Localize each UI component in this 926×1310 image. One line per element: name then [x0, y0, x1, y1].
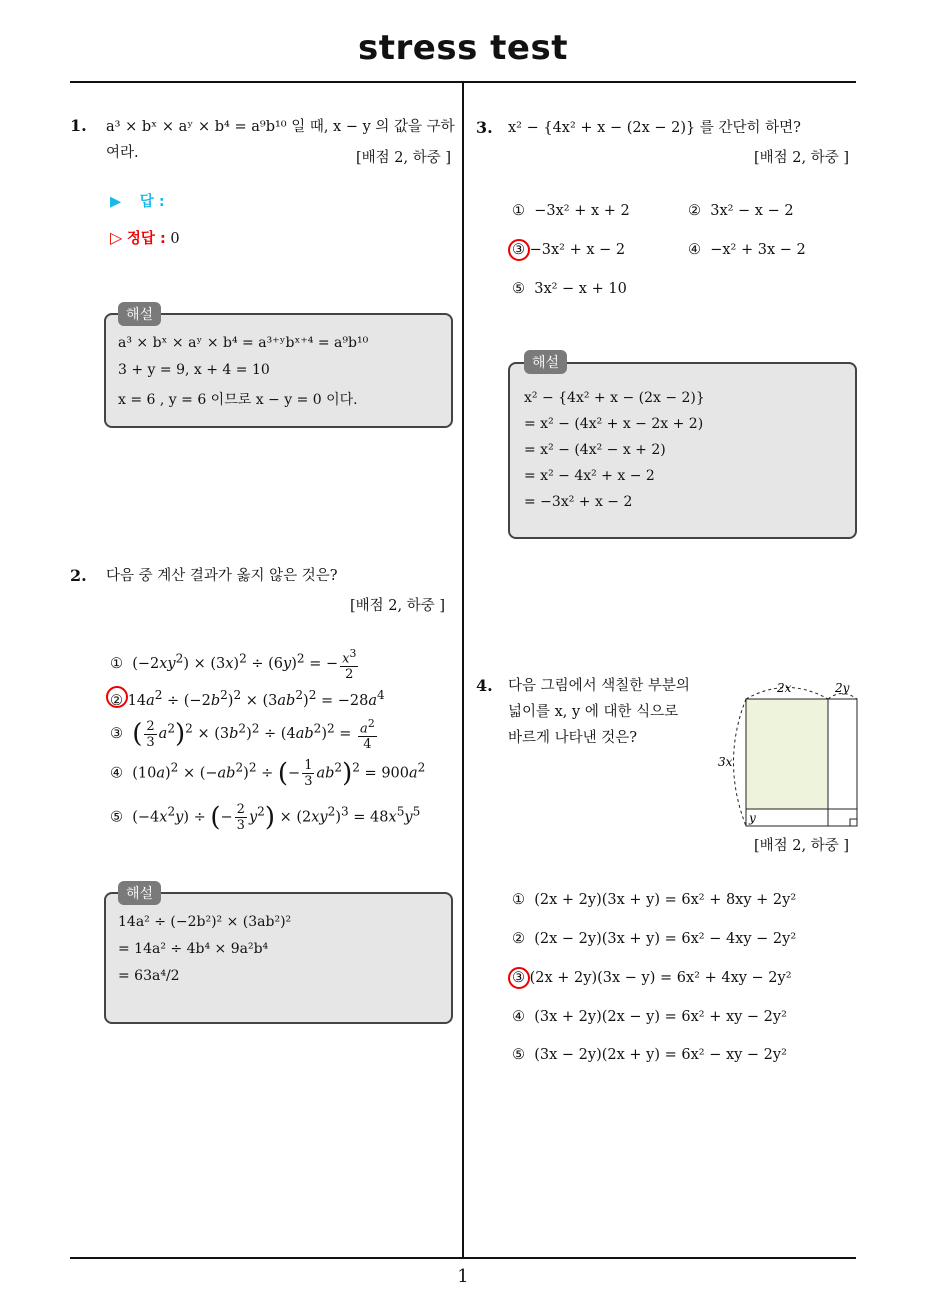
- q2-solution-line-2: = 14a² ÷ 4b⁴ × 9a²b⁴: [118, 941, 269, 957]
- q4-option-1[interactable]: [512, 892, 796, 908]
- q3-option-2-text: 3x² − x − 2: [710, 203, 794, 219]
- q2-option-3[interactable]: ③ ( $\frac{2}{3}$ $a^2)^2 \times (3b^2)^2 \div (4ab^2)^2$ = $\frac{a^2}{4}$: [110, 717, 375, 753]
- q3-option-4-mark: ④: [688, 242, 701, 258]
- q2-option-4-mark: ④: [110, 765, 123, 782]
- q3-solution-line-3: = x² − (4x² − x + 2): [524, 442, 666, 458]
- selected-answer-circle: [508, 967, 530, 989]
- q3-solution-line-1: x² − {4x² + x − (2x − 2)}: [524, 390, 705, 406]
- page-title: stress test: [358, 28, 568, 68]
- question-1-line1: a³ × bˣ × aʸ × b⁴ = a⁹b¹⁰ 일 때, x − y 의 값을 구하: [106, 119, 455, 135]
- label-2y: 2y: [835, 681, 850, 695]
- fraction: $\frac{2}{3}$: [236, 802, 245, 833]
- q1-solution-line-1: a³ × bˣ × aʸ × b⁴ = a³⁺ʸbˣ⁺⁴ = a⁹b¹⁰: [118, 335, 369, 351]
- q3-solution-line-5: = −3x² + x − 2: [524, 494, 633, 510]
- question-3-solution-tag: 해설: [524, 350, 567, 374]
- q3-option-5-text: 3x² − x + 10: [534, 281, 627, 297]
- question-4-line3: 바르게 나타낸 것은?: [508, 730, 638, 746]
- q2-option-4[interactable]: ④ $(10a)^2 \times (-ab^2)^2$ ÷ (− $\frac{1}{3}$ $ab^2)^2 = 900a^2$: [110, 758, 426, 789]
- bottom-rule: [70, 1257, 856, 1259]
- q3-option-1-mark: ①: [512, 203, 525, 219]
- q2-solution-line-1: 14a² ÷ (−2b²)² × (3ab²)²: [118, 914, 292, 930]
- q2-option-2[interactable]: ② $14a^2 \div (-2b^2)^2 \times (3ab^2)^2 = -28a^4$: [110, 688, 385, 709]
- fraction: $\frac{1}{3}$: [304, 758, 313, 789]
- q3-option-4-text: −x² + 3x − 2: [710, 242, 806, 258]
- q4-option-5[interactable]: [512, 1047, 787, 1063]
- label-3x: 3x: [718, 755, 733, 769]
- question-4-line2: 넓이를 x, y 에 대한 식으로: [508, 704, 679, 720]
- answer-label: 답 :: [139, 194, 165, 210]
- q2-solution-line-3: = 63a⁴/2: [118, 968, 180, 984]
- q2-option-1[interactable]: ① $(-2xy^2) \times (3x)^2 \div (6y)^2$ = − $\frac{x^3}{2}$: [110, 647, 357, 683]
- q3-option-3-text: −3x² + x − 2: [529, 242, 626, 258]
- question-4-text: [508, 673, 690, 751]
- q4-option-1-mark: ①: [512, 892, 525, 908]
- question-3-text: x² − {4x² + x − (2x − 2)} 를 간단히 하면?: [508, 120, 801, 136]
- question-4-line1: 다음 그림에서 색칠한 부분의: [508, 678, 690, 694]
- q3-option-1[interactable]: [512, 203, 630, 219]
- q3-option-5-mark: ⑤: [512, 281, 525, 297]
- q3-option-2-mark: ②: [688, 203, 701, 219]
- q3-option-1-text: −3x² + x + 2: [534, 203, 630, 219]
- q4-option-2-text: (2x − 2y)(3x + y) = 6x² − 4xy − 2y²: [534, 931, 797, 947]
- q4-option-5-mark: ⑤: [512, 1047, 525, 1063]
- q4-option-4-text: (3x + 2y)(2x − y) = 6x² + xy − 2y²: [534, 1009, 787, 1025]
- question-2-meta: [배점 2, 하중 ]: [350, 598, 446, 614]
- question-1-number: 1.: [70, 116, 87, 135]
- q4-option-5-text: (3x − 2y)(2x + y) = 6x² − xy − 2y²: [534, 1047, 787, 1063]
- correct-value: 0: [170, 231, 180, 247]
- question-1-correct-row: [110, 227, 180, 248]
- q2-option-2-mark: ②: [110, 692, 123, 709]
- q2-option-5-mark: ⑤: [110, 809, 123, 826]
- q4-option-3-text: (2x + 2y)(3x − y) = 6x² + 4xy − 2y²: [529, 970, 792, 986]
- page-number: 1: [457, 1266, 469, 1287]
- q4-option-3[interactable]: [512, 970, 792, 986]
- play-icon: ▶: [110, 194, 122, 210]
- fraction: $\frac{a^2}{4}$: [360, 717, 375, 753]
- q4-option-3-mark: ③: [512, 970, 525, 986]
- q3-option-3-mark: ③: [512, 242, 525, 258]
- question-2-solution-box: [104, 892, 453, 1024]
- label-y: y: [749, 811, 756, 825]
- fraction: $\frac{x^3}{2}$: [342, 647, 357, 683]
- q4-option-4[interactable]: [512, 1009, 787, 1025]
- question-1-answer-row: [110, 190, 165, 211]
- q2-option-5[interactable]: ⑤ $(-4x^2y)$ ÷ (− $\frac{2}{3}$ $y^2) \times (2xy^2)^3 = 48x^5y^5$: [110, 802, 421, 833]
- area-figure: [716, 678, 864, 828]
- question-3-meta: [배점 2, 하중 ]: [754, 150, 850, 166]
- label-2x: 2x: [777, 681, 792, 695]
- correct-label: 정답 :: [126, 231, 166, 247]
- question-4-meta: [배점 2, 하중 ]: [754, 838, 850, 854]
- question-2-number: 2.: [70, 566, 87, 585]
- selected-answer-circle: [106, 686, 128, 708]
- shaded-region: [746, 699, 828, 809]
- question-3-number: 3.: [476, 118, 493, 137]
- right-angle-mark: [850, 819, 857, 826]
- q4-option-1-text: (2x + 2y)(3x + y) = 6x² + 8xy + 2y²: [534, 892, 797, 908]
- q4-option-4-mark: ④: [512, 1009, 525, 1025]
- question-4-number: 4.: [476, 676, 493, 695]
- q4-option-2-mark: ②: [512, 931, 525, 947]
- q2-option-3-mark: ③: [110, 726, 123, 743]
- q3-option-5[interactable]: [512, 281, 627, 297]
- question-1-solution-tag: 해설: [118, 302, 161, 326]
- question-2-solution-tag: 해설: [118, 881, 161, 905]
- outline-triangle-icon: ▷: [110, 228, 123, 247]
- q1-solution-line-3: x = 6 , y = 6 이므로 x − y = 0 이다.: [118, 392, 358, 408]
- q3-solution-line-2: = x² − (4x² + x − 2x + 2): [524, 416, 704, 432]
- question-2-text: 다음 중 계산 결과가 옳지 않은 것은?: [106, 568, 338, 584]
- question-1-line2: 여라.: [106, 145, 139, 161]
- q3-option-4[interactable]: [688, 242, 806, 258]
- selected-answer-circle: [508, 239, 530, 261]
- fraction: $\frac{2}{3}$: [146, 718, 155, 750]
- q1-solution-line-2: 3 + y = 9, x + 4 = 10: [118, 362, 270, 378]
- column-divider: [462, 82, 464, 1258]
- question-1-meta: [배점 2, 하중 ]: [356, 150, 452, 166]
- q2-option-1-mark: ①: [110, 656, 123, 673]
- q3-solution-line-4: = x² − 4x² + x − 2: [524, 468, 655, 484]
- q3-option-2[interactable]: [688, 203, 794, 219]
- brace-3x: [734, 699, 747, 826]
- q4-option-2[interactable]: [512, 931, 796, 947]
